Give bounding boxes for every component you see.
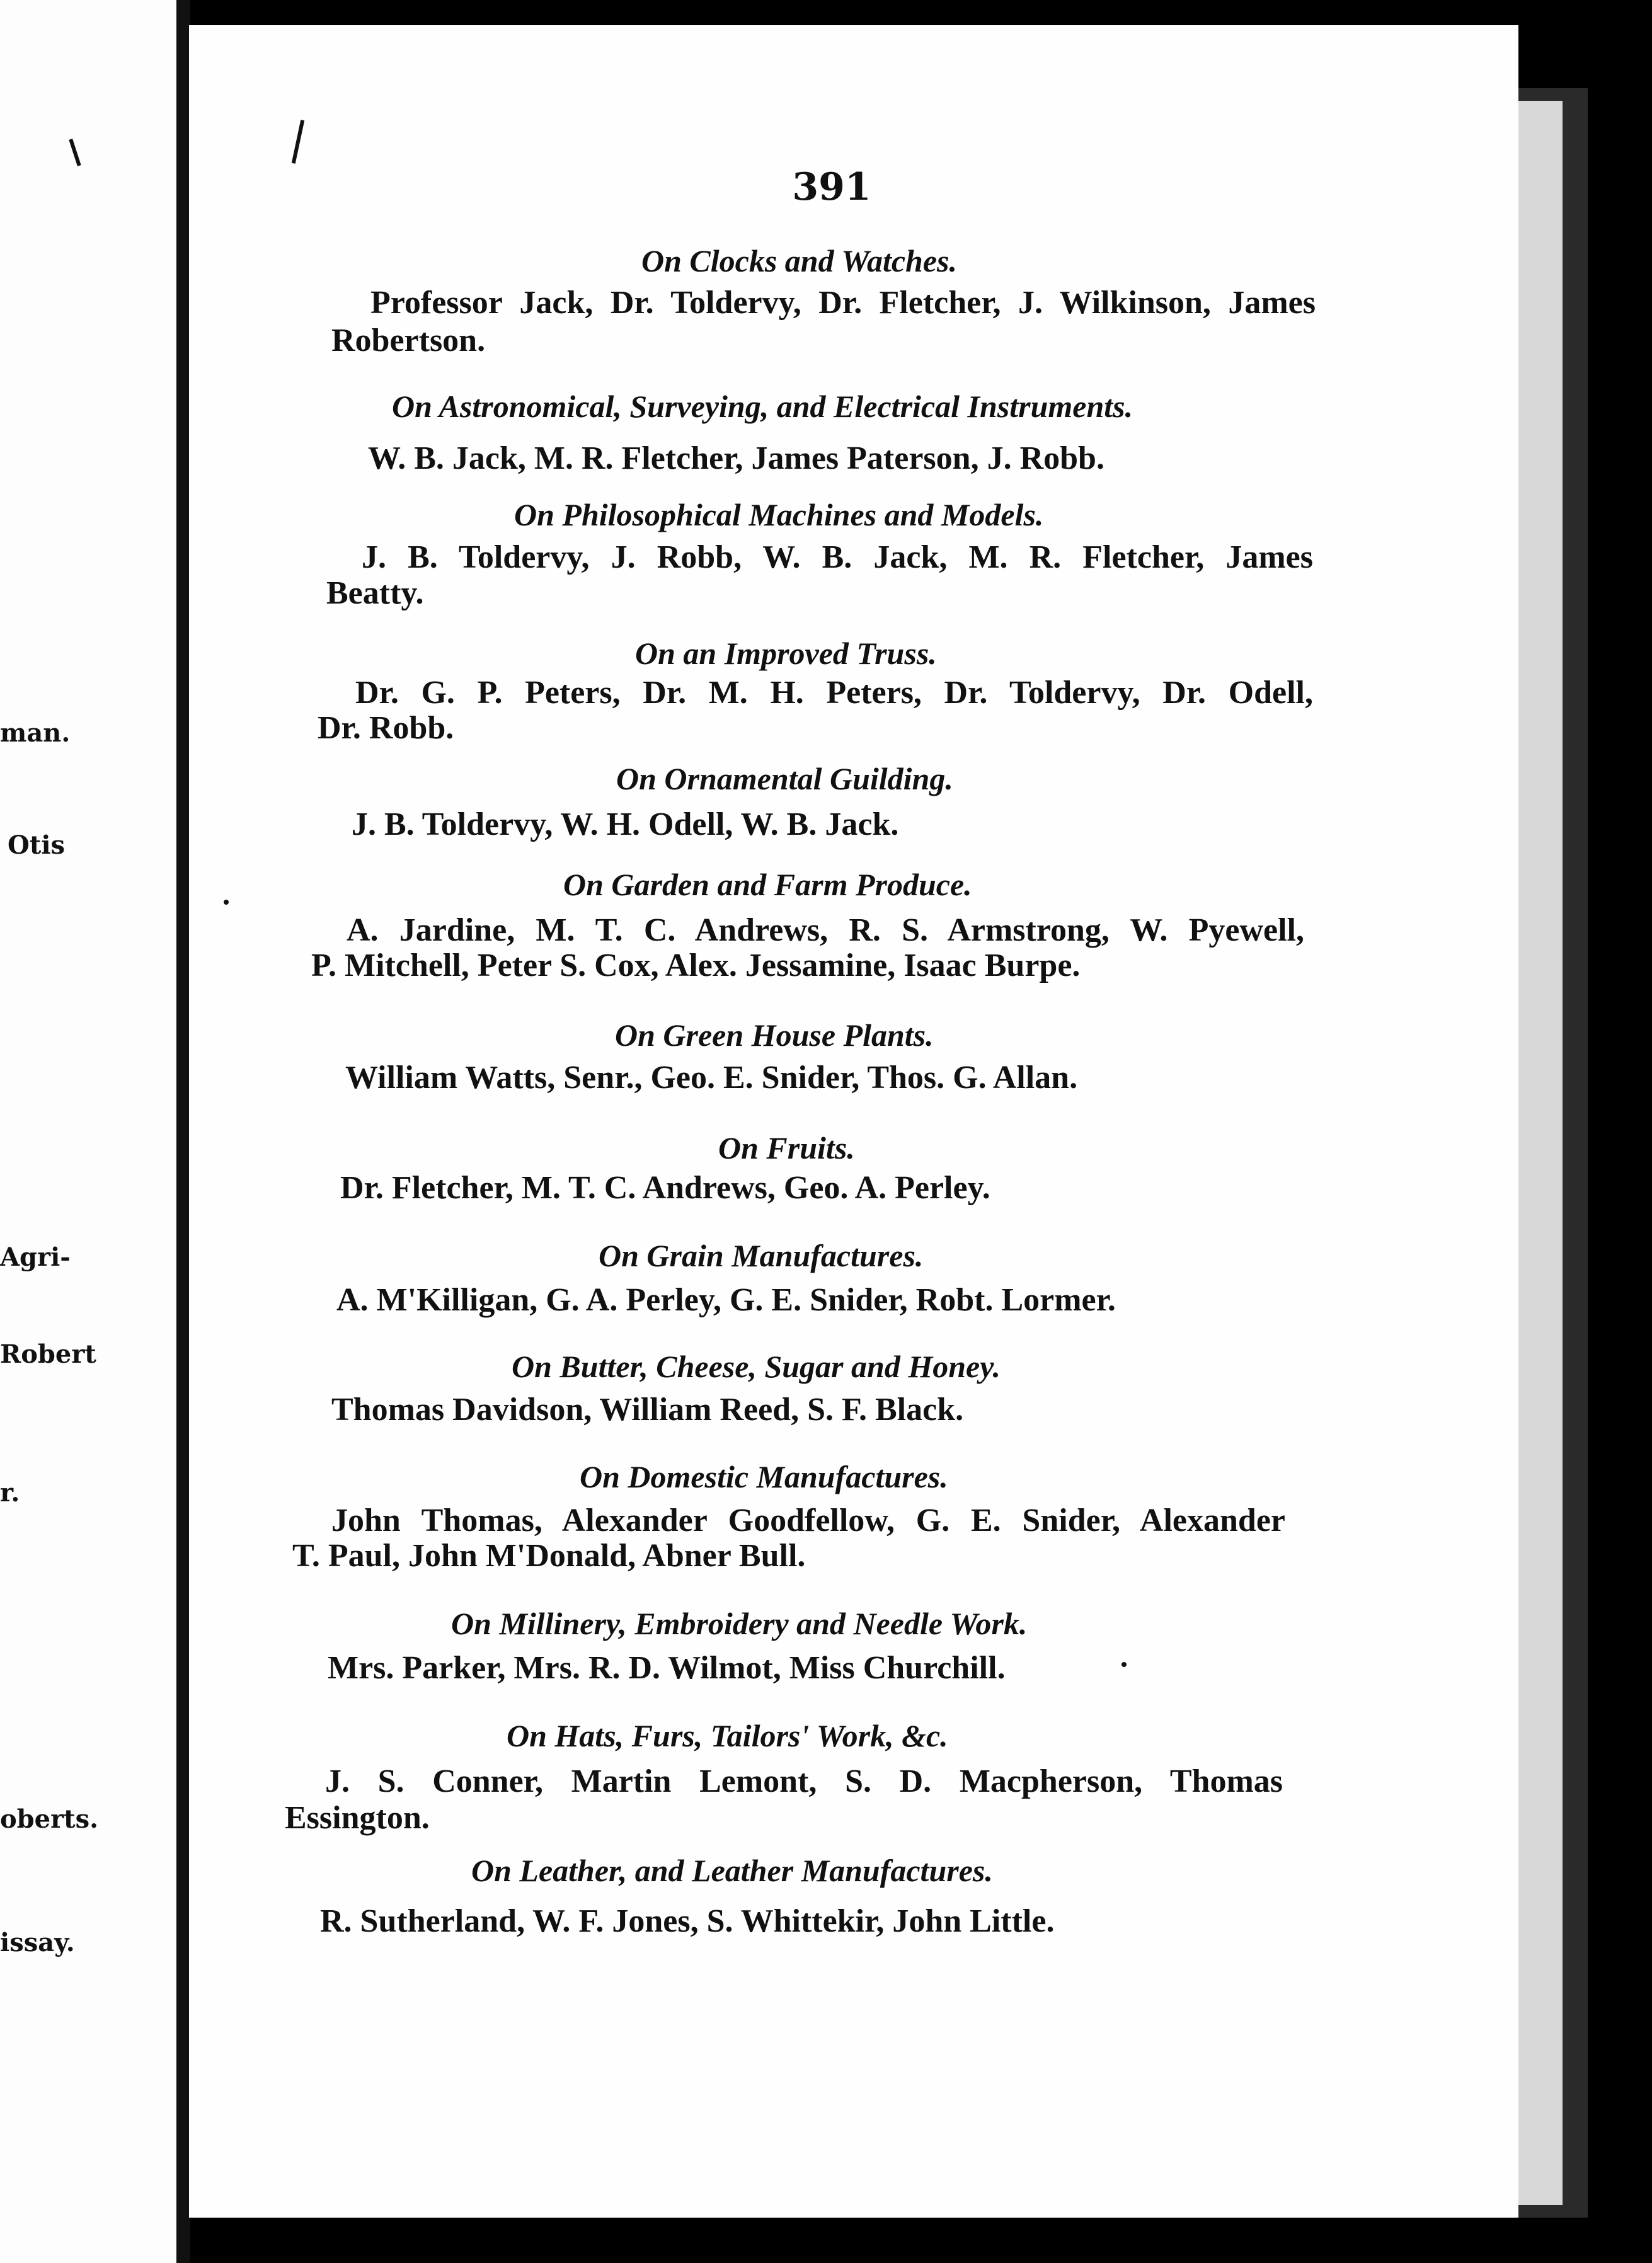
section-heading: On Butter, Cheese, Sugar and Honey. <box>512 1349 1001 1384</box>
section-heading: On Millinery, Embroidery and Needle Work. <box>451 1606 1028 1641</box>
section-names: Professor Jack, Dr. Toldervy, Dr. Fletcher, J. Wilkinson, James <box>370 285 1316 321</box>
section-names: Dr. G. P. Peters, Dr. M. H. Peters, Dr. Toldervy, Dr. Odell, <box>355 675 1313 711</box>
section-names: P. Mitchell, Peter S. Cox, Alex. Jessamine, Isaac Burpe. <box>311 948 1081 983</box>
section-names: R. Sutherland, W. F. Jones, S. Whittekir, John Little. <box>320 1903 1055 1939</box>
section-heading: On Domestic Manufactures. <box>580 1459 948 1494</box>
section-heading: On Green House Plants. <box>615 1017 934 1053</box>
section-heading: On Ornamental Guilding. <box>616 761 953 796</box>
facing-page-fragment: r. <box>0 1478 20 1508</box>
section-names: J. S. Conner, Martin Lemont, S. D. Macpherson, Thomas <box>325 1763 1283 1799</box>
section-heading: On Grain Manufactures. <box>599 1238 924 1273</box>
section-heading: On Fruits. <box>718 1130 855 1166</box>
section-names: Robertson. <box>331 323 486 358</box>
section-names: Dr. Fletcher, M. T. C. Andrews, Geo. A. Perley. <box>340 1170 990 1206</box>
facing-page-fragment: man. <box>0 718 71 748</box>
section-names: John Thomas, Alexander Goodfellow, G. E. Snider, Alexander <box>331 1503 1285 1538</box>
section-names: J. B. Toldervy, W. H. Odell, W. B. Jack. <box>352 806 899 842</box>
section-heading: On Leather, and Leather Manufactures. <box>471 1853 993 1888</box>
section-heading: On Hats, Furs, Tailors' Work, &c. <box>507 1718 948 1753</box>
section-names: Thomas Davidson, William Reed, S. F. Black. <box>331 1392 964 1428</box>
section-names: A. Jardine, M. T. C. Andrews, R. S. Armstrong, W. Pyewell, <box>347 912 1304 948</box>
facing-page-fragment: oberts. <box>0 1804 99 1834</box>
facing-page-fragment: issay. <box>0 1928 75 1957</box>
ink-mark <box>292 120 304 164</box>
section-heading: On Garden and Farm Produce. <box>563 867 972 902</box>
section-names: William Watts, Senr., Geo. E. Snider, Thos. G. Allan. <box>345 1060 1078 1096</box>
facing-page-fragment: Robert <box>0 1339 96 1369</box>
facing-page-edge <box>0 0 186 2263</box>
ink-spot <box>1121 1662 1127 1667</box>
section-names: J. B. Toldervy, J. Robb, W. B. Jack, M. R. Fletcher, James <box>362 539 1313 575</box>
section-names: Essington. <box>285 1800 430 1836</box>
facing-page-fragment: Otis <box>8 830 66 860</box>
section-names: Mrs. Parker, Mrs. R. D. Wilmot, Miss Churchill. <box>328 1650 1006 1686</box>
section-names: Beatty. <box>326 575 424 611</box>
section-heading: On an Improved Truss. <box>635 636 937 671</box>
section-heading: On Astronomical, Surveying, and Electrical Instruments. <box>392 389 1133 424</box>
section-names: A. M'Killigan, G. A. Perley, G. E. Snider, Robt. Lormer. <box>336 1282 1116 1318</box>
section-names: Dr. Robb. <box>318 710 454 746</box>
section-names: T. Paul, John M'Donald, Abner Bull. <box>292 1538 806 1574</box>
book-gutter <box>176 0 190 2263</box>
section-heading: On Philosophical Machines and Models. <box>514 497 1044 532</box>
ink-mark <box>69 139 81 166</box>
section-names: W. B. Jack, M. R. Fletcher, James Paterson, J. Robb. <box>368 440 1104 476</box>
ink-spot <box>224 900 229 905</box>
section-heading: On Clocks and Watches. <box>641 243 958 278</box>
page-stack-edge <box>1518 101 1563 2205</box>
page-number: 391 <box>792 165 871 209</box>
facing-page-fragment: Agri- <box>0 1242 71 1272</box>
